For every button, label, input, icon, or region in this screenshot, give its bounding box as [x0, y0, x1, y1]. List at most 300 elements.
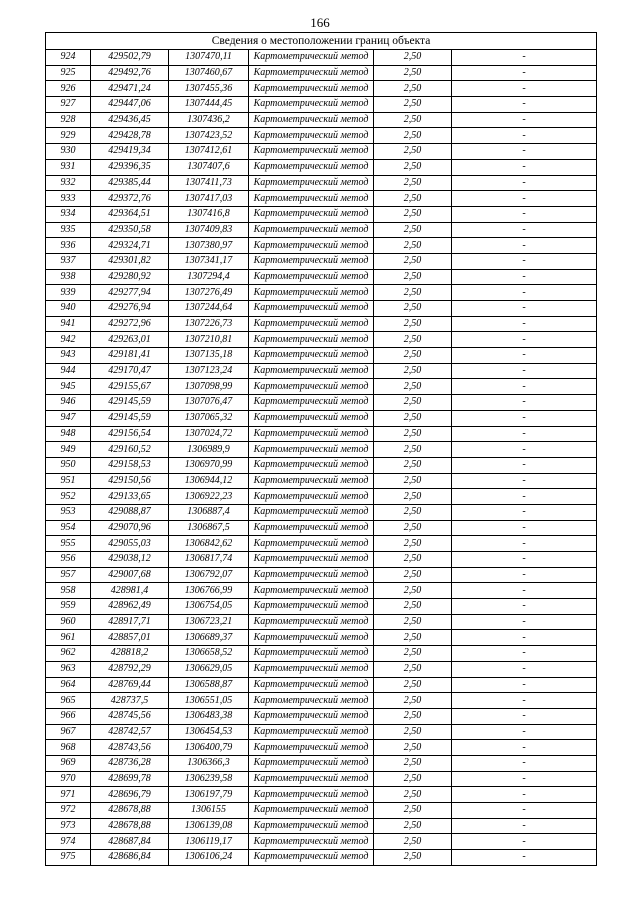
- accuracy-cell: 2,50: [374, 614, 452, 630]
- accuracy-cell: 2,50: [374, 269, 452, 285]
- table-row: [46, 81, 597, 97]
- x-coordinate-cell: 428792,29: [91, 661, 169, 677]
- accuracy-cell: 2,50: [374, 599, 452, 615]
- point-number-cell: 942: [46, 332, 91, 348]
- x-coordinate-cell: 429133,65: [91, 489, 169, 505]
- accuracy-cell: 2,50: [374, 332, 452, 348]
- point-number-cell: 969: [46, 755, 91, 771]
- accuracy-cell: 2,50: [374, 50, 452, 66]
- accuracy-cell: 2,50: [374, 489, 452, 505]
- accuracy-cell: 2,50: [374, 426, 452, 442]
- note-cell: -: [452, 348, 597, 364]
- method-cell: Картометрический метод: [249, 630, 374, 646]
- point-number-cell: 938: [46, 269, 91, 285]
- page-number: 166: [310, 15, 330, 30]
- point-number-cell: 931: [46, 159, 91, 175]
- note-cell: -: [452, 489, 597, 505]
- accuracy-cell: 2,50: [374, 128, 452, 144]
- method-cell: Картометрический метод: [249, 787, 374, 803]
- point-number-cell: 952: [46, 489, 91, 505]
- method-cell: Картометрический метод: [249, 191, 374, 207]
- x-coordinate-cell: 428678,88: [91, 803, 169, 819]
- accuracy-cell: 2,50: [374, 834, 452, 850]
- note-cell: -: [452, 395, 597, 411]
- point-number-cell: 953: [46, 504, 91, 520]
- accuracy-cell: 2,50: [374, 410, 452, 426]
- accuracy-cell: 2,50: [374, 677, 452, 693]
- table-row: [46, 285, 597, 301]
- table-row: [46, 708, 597, 724]
- x-coordinate-cell: 428857,01: [91, 630, 169, 646]
- table-row: [46, 787, 597, 803]
- table-row: [46, 552, 597, 568]
- boundary-coordinates-table: [45, 32, 597, 866]
- table-row: [46, 614, 597, 630]
- point-number-cell: 929: [46, 128, 91, 144]
- accuracy-cell: 2,50: [374, 65, 452, 81]
- note-cell: -: [452, 473, 597, 489]
- point-number-cell: 935: [46, 222, 91, 238]
- note-cell: -: [452, 97, 597, 113]
- method-cell: Картометрический метод: [249, 269, 374, 285]
- point-number-cell: 933: [46, 191, 91, 207]
- y-coordinate-cell: 1307460,67: [169, 65, 249, 81]
- x-coordinate-cell: 429280,92: [91, 269, 169, 285]
- accuracy-cell: 2,50: [374, 755, 452, 771]
- y-coordinate-cell: 1306817,74: [169, 552, 249, 568]
- note-cell: -: [452, 693, 597, 709]
- x-coordinate-cell: 429158,53: [91, 457, 169, 473]
- note-cell: -: [452, 787, 597, 803]
- accuracy-cell: 2,50: [374, 206, 452, 222]
- x-coordinate-cell: 429055,03: [91, 536, 169, 552]
- method-cell: Картометрический метод: [249, 159, 374, 175]
- point-number-cell: 930: [46, 144, 91, 160]
- x-coordinate-cell: 429276,94: [91, 301, 169, 317]
- note-cell: -: [452, 128, 597, 144]
- x-coordinate-cell: 428962,49: [91, 599, 169, 615]
- note-cell: -: [452, 159, 597, 175]
- note-cell: -: [452, 442, 597, 458]
- y-coordinate-cell: 1307065,32: [169, 410, 249, 426]
- table-row: [46, 677, 597, 693]
- point-number-cell: 957: [46, 567, 91, 583]
- method-cell: Картометрический метод: [249, 426, 374, 442]
- x-coordinate-cell: 428742,57: [91, 724, 169, 740]
- note-cell: -: [452, 850, 597, 866]
- x-coordinate-cell: 429372,76: [91, 191, 169, 207]
- note-cell: -: [452, 426, 597, 442]
- point-number-cell: 927: [46, 97, 91, 113]
- method-cell: Картометрический метод: [249, 348, 374, 364]
- method-cell: Картометрический метод: [249, 363, 374, 379]
- x-coordinate-cell: 429396,35: [91, 159, 169, 175]
- x-coordinate-cell: 429447,06: [91, 97, 169, 113]
- table-body: [46, 50, 597, 866]
- y-coordinate-cell: 1307341,17: [169, 253, 249, 269]
- y-coordinate-cell: 1306766,99: [169, 583, 249, 599]
- method-cell: Картометрический метод: [249, 50, 374, 66]
- note-cell: -: [452, 144, 597, 160]
- table-row: [46, 442, 597, 458]
- point-number-cell: 925: [46, 65, 91, 81]
- point-number-cell: 947: [46, 410, 91, 426]
- accuracy-cell: 2,50: [374, 850, 452, 866]
- accuracy-cell: 2,50: [374, 379, 452, 395]
- table-row: [46, 630, 597, 646]
- y-coordinate-cell: 1306922,23: [169, 489, 249, 505]
- method-cell: Картометрический метод: [249, 238, 374, 254]
- y-coordinate-cell: 1306658,52: [169, 646, 249, 662]
- point-number-cell: 974: [46, 834, 91, 850]
- y-coordinate-cell: 1306629,05: [169, 661, 249, 677]
- note-cell: -: [452, 206, 597, 222]
- point-number-cell: 940: [46, 301, 91, 317]
- y-coordinate-cell: 1307412,61: [169, 144, 249, 160]
- point-number-cell: 958: [46, 583, 91, 599]
- note-cell: -: [452, 567, 597, 583]
- note-cell: -: [452, 50, 597, 66]
- accuracy-cell: 2,50: [374, 552, 452, 568]
- point-number-cell: 949: [46, 442, 91, 458]
- point-number-cell: 926: [46, 81, 91, 97]
- table-title-row: [46, 33, 597, 50]
- accuracy-cell: 2,50: [374, 740, 452, 756]
- table-row: [46, 112, 597, 128]
- accuracy-cell: 2,50: [374, 222, 452, 238]
- method-cell: Картометрический метод: [249, 473, 374, 489]
- y-coordinate-cell: 1306689,37: [169, 630, 249, 646]
- accuracy-cell: 2,50: [374, 787, 452, 803]
- x-coordinate-cell: 429492,76: [91, 65, 169, 81]
- accuracy-cell: 2,50: [374, 97, 452, 113]
- method-cell: Картометрический метод: [249, 65, 374, 81]
- table-row: [46, 426, 597, 442]
- x-coordinate-cell: 428699,78: [91, 771, 169, 787]
- accuracy-cell: 2,50: [374, 457, 452, 473]
- accuracy-cell: 2,50: [374, 253, 452, 269]
- table-row: [46, 489, 597, 505]
- table-row: [46, 457, 597, 473]
- y-coordinate-cell: 1306400,79: [169, 740, 249, 756]
- point-number-cell: 941: [46, 316, 91, 332]
- method-cell: Картометрический метод: [249, 724, 374, 740]
- y-coordinate-cell: 1307423,52: [169, 128, 249, 144]
- point-number-cell: 946: [46, 395, 91, 411]
- accuracy-cell: 2,50: [374, 646, 452, 662]
- accuracy-cell: 2,50: [374, 536, 452, 552]
- table-row: [46, 473, 597, 489]
- point-number-cell: 964: [46, 677, 91, 693]
- method-cell: Картометрический метод: [249, 128, 374, 144]
- method-cell: Картометрический метод: [249, 332, 374, 348]
- method-cell: Картометрический метод: [249, 285, 374, 301]
- x-coordinate-cell: 428736,28: [91, 755, 169, 771]
- table-row: [46, 740, 597, 756]
- note-cell: -: [452, 724, 597, 740]
- x-coordinate-cell: 429263,01: [91, 332, 169, 348]
- x-coordinate-cell: 429471,24: [91, 81, 169, 97]
- accuracy-cell: 2,50: [374, 567, 452, 583]
- table-row: [46, 661, 597, 677]
- y-coordinate-cell: 1307076,47: [169, 395, 249, 411]
- y-coordinate-cell: 1306792,07: [169, 567, 249, 583]
- accuracy-cell: 2,50: [374, 473, 452, 489]
- point-number-cell: 950: [46, 457, 91, 473]
- table-row: [46, 191, 597, 207]
- note-cell: -: [452, 771, 597, 787]
- table-row: [46, 316, 597, 332]
- accuracy-cell: 2,50: [374, 583, 452, 599]
- point-number-cell: 944: [46, 363, 91, 379]
- x-coordinate-cell: 428743,56: [91, 740, 169, 756]
- note-cell: -: [452, 269, 597, 285]
- method-cell: Картометрический метод: [249, 379, 374, 395]
- note-cell: -: [452, 81, 597, 97]
- accuracy-cell: 2,50: [374, 285, 452, 301]
- point-number-cell: 939: [46, 285, 91, 301]
- method-cell: Картометрический метод: [249, 740, 374, 756]
- accuracy-cell: 2,50: [374, 724, 452, 740]
- note-cell: -: [452, 552, 597, 568]
- y-coordinate-cell: 1307470,11: [169, 50, 249, 66]
- method-cell: Картометрический метод: [249, 646, 374, 662]
- x-coordinate-cell: 429007,68: [91, 567, 169, 583]
- method-cell: Картометрический метод: [249, 520, 374, 536]
- x-coordinate-cell: 429428,78: [91, 128, 169, 144]
- point-number-cell: 936: [46, 238, 91, 254]
- accuracy-cell: 2,50: [374, 301, 452, 317]
- method-cell: Картометрический метод: [249, 552, 374, 568]
- y-coordinate-cell: 1306119,17: [169, 834, 249, 850]
- table-row: [46, 175, 597, 191]
- x-coordinate-cell: 428769,44: [91, 677, 169, 693]
- note-cell: -: [452, 175, 597, 191]
- table-row: [46, 253, 597, 269]
- accuracy-cell: 2,50: [374, 238, 452, 254]
- method-cell: Картометрический метод: [249, 850, 374, 866]
- table-row: [46, 97, 597, 113]
- table-row: [46, 269, 597, 285]
- accuracy-cell: 2,50: [374, 803, 452, 819]
- note-cell: -: [452, 222, 597, 238]
- table-row: [46, 599, 597, 615]
- note-cell: -: [452, 583, 597, 599]
- method-cell: Картометрический метод: [249, 504, 374, 520]
- note-cell: -: [452, 363, 597, 379]
- table-title: Сведения о местоположении границ объекта: [46, 33, 597, 50]
- table-row: [46, 301, 597, 317]
- x-coordinate-cell: 429160,52: [91, 442, 169, 458]
- x-coordinate-cell: 429385,44: [91, 175, 169, 191]
- note-cell: -: [452, 599, 597, 615]
- note-cell: -: [452, 677, 597, 693]
- table-row: [46, 50, 597, 66]
- table-row: [46, 755, 597, 771]
- table-row: [46, 803, 597, 819]
- point-number-cell: 934: [46, 206, 91, 222]
- method-cell: Картометрический метод: [249, 599, 374, 615]
- method-cell: Картометрический метод: [249, 457, 374, 473]
- table-row: [46, 567, 597, 583]
- accuracy-cell: 2,50: [374, 144, 452, 160]
- accuracy-cell: 2,50: [374, 708, 452, 724]
- note-cell: -: [452, 504, 597, 520]
- table-row: [46, 332, 597, 348]
- x-coordinate-cell: 429088,87: [91, 504, 169, 520]
- y-coordinate-cell: 1306551,05: [169, 693, 249, 709]
- x-coordinate-cell: 429170,47: [91, 363, 169, 379]
- y-coordinate-cell: 1306106,24: [169, 850, 249, 866]
- note-cell: -: [452, 112, 597, 128]
- point-number-cell: 965: [46, 693, 91, 709]
- x-coordinate-cell: 428678,88: [91, 818, 169, 834]
- y-coordinate-cell: 1306155: [169, 803, 249, 819]
- y-coordinate-cell: 1306867,5: [169, 520, 249, 536]
- method-cell: Картометрический метод: [249, 410, 374, 426]
- method-cell: Картометрический метод: [249, 222, 374, 238]
- accuracy-cell: 2,50: [374, 395, 452, 411]
- x-coordinate-cell: 428696,79: [91, 787, 169, 803]
- accuracy-cell: 2,50: [374, 81, 452, 97]
- method-cell: Картометрический метод: [249, 614, 374, 630]
- point-number-cell: 975: [46, 850, 91, 866]
- note-cell: -: [452, 301, 597, 317]
- table-row: [46, 379, 597, 395]
- y-coordinate-cell: 1306989,9: [169, 442, 249, 458]
- y-coordinate-cell: 1306454,53: [169, 724, 249, 740]
- method-cell: Картометрический метод: [249, 536, 374, 552]
- method-cell: Картометрический метод: [249, 803, 374, 819]
- note-cell: -: [452, 379, 597, 395]
- y-coordinate-cell: 1306887,4: [169, 504, 249, 520]
- x-coordinate-cell: 429419,34: [91, 144, 169, 160]
- method-cell: Картометрический метод: [249, 442, 374, 458]
- point-number-cell: 962: [46, 646, 91, 662]
- y-coordinate-cell: 1306239,58: [169, 771, 249, 787]
- accuracy-cell: 2,50: [374, 630, 452, 646]
- method-cell: Картометрический метод: [249, 677, 374, 693]
- note-cell: -: [452, 410, 597, 426]
- accuracy-cell: 2,50: [374, 316, 452, 332]
- point-number-cell: 968: [46, 740, 91, 756]
- x-coordinate-cell: 429364,51: [91, 206, 169, 222]
- y-coordinate-cell: 1306754,05: [169, 599, 249, 615]
- method-cell: Картометрический метод: [249, 661, 374, 677]
- y-coordinate-cell: 1307244,64: [169, 301, 249, 317]
- point-number-cell: 970: [46, 771, 91, 787]
- x-coordinate-cell: 429324,71: [91, 238, 169, 254]
- method-cell: Картометрический метод: [249, 112, 374, 128]
- note-cell: -: [452, 755, 597, 771]
- note-cell: -: [452, 740, 597, 756]
- y-coordinate-cell: 1307210,81: [169, 332, 249, 348]
- table-row: [46, 771, 597, 787]
- note-cell: -: [452, 253, 597, 269]
- table-row: [46, 206, 597, 222]
- note-cell: -: [452, 536, 597, 552]
- table-row: [46, 834, 597, 850]
- method-cell: Картометрический метод: [249, 206, 374, 222]
- point-number-cell: 971: [46, 787, 91, 803]
- accuracy-cell: 2,50: [374, 771, 452, 787]
- y-coordinate-cell: 1306970,99: [169, 457, 249, 473]
- x-coordinate-cell: 428981,4: [91, 583, 169, 599]
- y-coordinate-cell: 1307436,2: [169, 112, 249, 128]
- x-coordinate-cell: 429350,58: [91, 222, 169, 238]
- note-cell: -: [452, 614, 597, 630]
- x-coordinate-cell: 429272,96: [91, 316, 169, 332]
- table-row: [46, 583, 597, 599]
- table-row: [46, 159, 597, 175]
- accuracy-cell: 2,50: [374, 159, 452, 175]
- table-row: [46, 395, 597, 411]
- table-row: [46, 818, 597, 834]
- y-coordinate-cell: 1307226,73: [169, 316, 249, 332]
- accuracy-cell: 2,50: [374, 191, 452, 207]
- table-row: [46, 222, 597, 238]
- accuracy-cell: 2,50: [374, 112, 452, 128]
- table-row: [46, 238, 597, 254]
- method-cell: Картометрический метод: [249, 818, 374, 834]
- note-cell: -: [452, 834, 597, 850]
- y-coordinate-cell: 1307123,24: [169, 363, 249, 379]
- note-cell: -: [452, 457, 597, 473]
- y-coordinate-cell: 1307455,36: [169, 81, 249, 97]
- x-coordinate-cell: 428686,84: [91, 850, 169, 866]
- method-cell: Картометрический метод: [249, 395, 374, 411]
- x-coordinate-cell: 429502,79: [91, 50, 169, 66]
- method-cell: Картометрический метод: [249, 301, 374, 317]
- x-coordinate-cell: 428687,84: [91, 834, 169, 850]
- method-cell: Картометрический метод: [249, 583, 374, 599]
- x-coordinate-cell: 429181,41: [91, 348, 169, 364]
- point-number-cell: 951: [46, 473, 91, 489]
- y-coordinate-cell: 1307416,8: [169, 206, 249, 222]
- x-coordinate-cell: 429145,59: [91, 410, 169, 426]
- accuracy-cell: 2,50: [374, 661, 452, 677]
- accuracy-cell: 2,50: [374, 175, 452, 191]
- y-coordinate-cell: 1307276,49: [169, 285, 249, 301]
- note-cell: -: [452, 818, 597, 834]
- point-number-cell: 973: [46, 818, 91, 834]
- table-row: [46, 65, 597, 81]
- method-cell: Картометрический метод: [249, 253, 374, 269]
- point-number-cell: 961: [46, 630, 91, 646]
- x-coordinate-cell: 429145,59: [91, 395, 169, 411]
- point-number-cell: 948: [46, 426, 91, 442]
- note-cell: -: [452, 630, 597, 646]
- x-coordinate-cell: 428745,56: [91, 708, 169, 724]
- note-cell: -: [452, 708, 597, 724]
- point-number-cell: 960: [46, 614, 91, 630]
- point-number-cell: 963: [46, 661, 91, 677]
- x-coordinate-cell: 429150,56: [91, 473, 169, 489]
- note-cell: -: [452, 520, 597, 536]
- y-coordinate-cell: 1306197,79: [169, 787, 249, 803]
- point-number-cell: 932: [46, 175, 91, 191]
- note-cell: -: [452, 803, 597, 819]
- y-coordinate-cell: 1306588,87: [169, 677, 249, 693]
- method-cell: Картометрический метод: [249, 755, 374, 771]
- accuracy-cell: 2,50: [374, 520, 452, 536]
- method-cell: Картометрический метод: [249, 567, 374, 583]
- table-row: [46, 363, 597, 379]
- note-cell: -: [452, 238, 597, 254]
- table-row: [46, 724, 597, 740]
- note-cell: -: [452, 646, 597, 662]
- y-coordinate-cell: 1307417,03: [169, 191, 249, 207]
